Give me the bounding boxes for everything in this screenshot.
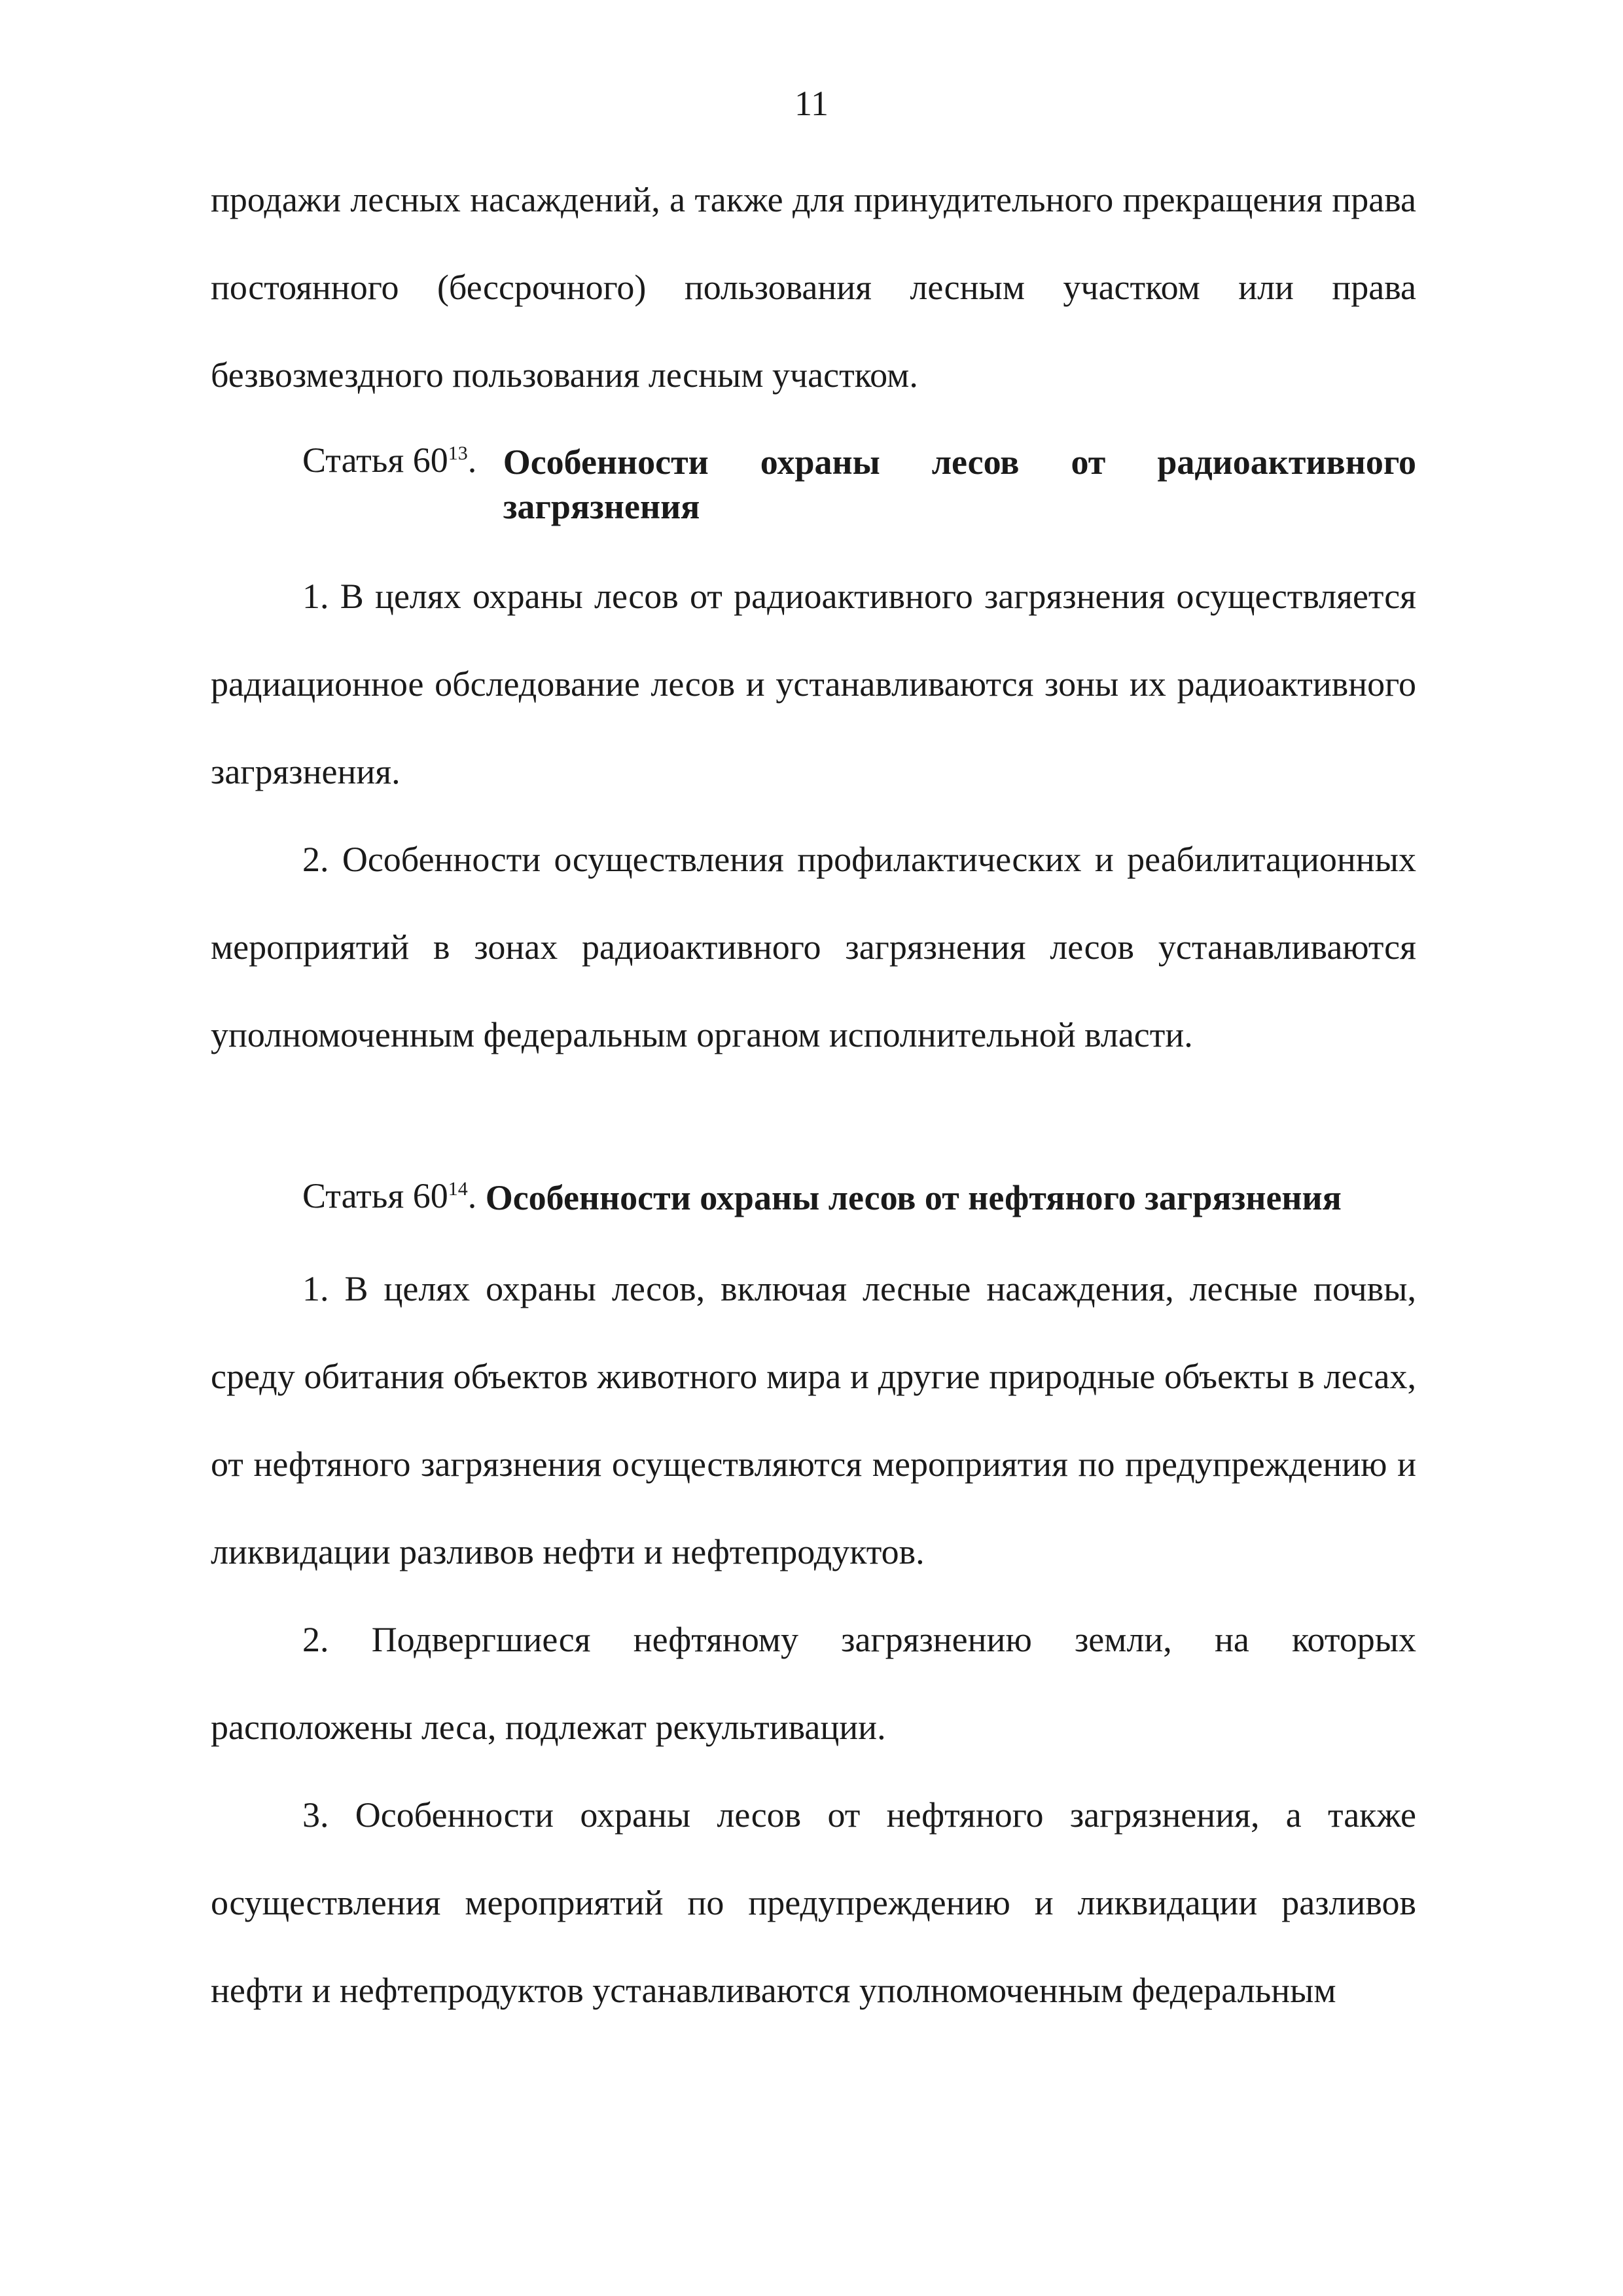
article-60-14-body xyxy=(211,1245,1416,2034)
article-60-14-heading-block xyxy=(211,1175,1416,1220)
paragraph-item-1: 1. В целях охраны лесов от радиоактивного загрязнения осуществляется радиационное обследование лесов и устанавливаются зоны их радиоактивного загрязнения. xyxy=(211,577,1416,791)
paragraph-item-2: 2. Подвергшиеся нефтяному загрязнению земли, на которых расположены леса, подлежат рекультивации. xyxy=(211,1620,1416,1747)
article-number xyxy=(211,440,503,529)
page-number: 11 xyxy=(794,84,829,123)
paragraph-item-3: 3. Особенности охраны лесов от нефтяного загрязнения, а также осуществления мероприятий по предупреждению и ликвидации разливов нефти и нефтепродуктов устанавливаются уполномоченным федеральным xyxy=(211,1795,1416,2010)
article-heading xyxy=(211,1175,1416,1220)
article-dot: . xyxy=(467,440,477,480)
article-prefix: Статья 60 xyxy=(302,1176,448,1215)
paragraph-item-1: 1. В целях охраны лесов, включая лесные насаждения, лесные почвы, среду обитания объектов животного мира и другие природные объекты в лесах, от нефтяного загрязнения осуществляются мероприятия по предупреждению и ликвидации разливов нефти и нефтепродуктов. xyxy=(211,1269,1416,1571)
document-body xyxy=(211,156,1416,419)
article-heading xyxy=(211,440,1416,529)
article-title: Особенности охраны лесов от нефтяного загрязнения xyxy=(485,1178,1342,1217)
article-prefix: Статья 60 xyxy=(302,440,448,480)
article-title: Особенности охраны лесов от радиоактивного загрязнения xyxy=(503,442,1416,526)
article-number xyxy=(211,1175,486,1220)
paragraph-item-2: 2. Особенности осуществления профилактических и реабилитационных мероприятий в зонах радиоактивного загрязнения лесов устанавливаются уполномоченным федеральным органом исполнительной власти. xyxy=(211,840,1416,1054)
article-dot: . xyxy=(467,1176,477,1215)
article-60-13-body xyxy=(211,552,1416,1079)
article-superscript: 14 xyxy=(448,1178,468,1200)
paragraph-continuation: продажи лесных насаждений, а также для принудительного прекращения права постоянного (бессрочного) пользования лесным участком или права безвозмездного пользования лесным участком. xyxy=(211,180,1416,395)
article-superscript: 13 xyxy=(448,442,468,464)
article-60-13-heading-block xyxy=(211,440,1416,529)
